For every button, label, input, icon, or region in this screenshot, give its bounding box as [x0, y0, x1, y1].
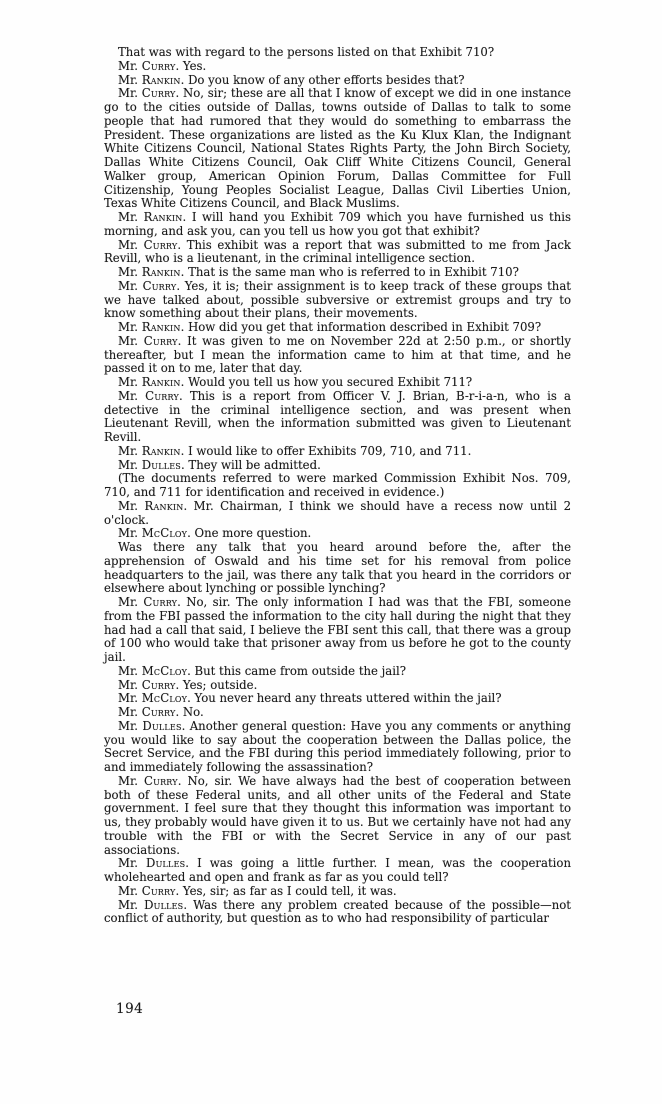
paragraph-text: Yes.: [182, 58, 207, 73]
paragraph: [104, 541, 571, 596]
paragraph-text: How did you get that information described in Exhibit 709?: [188, 320, 542, 334]
speaker-name: Curry: [143, 595, 178, 609]
paragraph-text: Another general question: Have you any comments or anything you would like to say about the cooperation between the Dallas police, the Secret Service, and the FBI during this period immediately following, prior to and immediately following the assassination?: [104, 718, 571, 774]
paragraph-text: They will be admitted.: [188, 457, 321, 472]
paragraph-text: No.: [182, 705, 204, 719]
paragraph-text: You never heard any threats uttered within the jail?: [194, 691, 502, 706]
speaker-name: Curry: [141, 883, 176, 898]
paragraph: [104, 74, 571, 88]
speaker-label: Mr. Curry.: [118, 58, 183, 73]
speaker-name: Dulles: [141, 457, 181, 472]
speaker-name: McCloy: [141, 663, 188, 678]
speaker-label: Mr. Rankin.: [118, 265, 189, 279]
paragraph: [104, 239, 571, 267]
speaker-label: Mr. McCloy.: [118, 526, 195, 541]
speaker-label: Mr. Rankin.: [118, 210, 192, 224]
speaker-name: Curry: [143, 333, 178, 348]
paragraph: [104, 459, 571, 473]
speaker-label: Mr. Dulles.: [118, 718, 190, 733]
speaker-name: Curry: [142, 278, 177, 293]
paragraph: [104, 596, 571, 665]
speaker-name: Dulles: [146, 856, 186, 871]
speaker-label: Mr. Dulles.: [118, 897, 194, 912]
speaker-label: Mr. Curry.: [118, 883, 183, 898]
paragraph-text: (The documents referred to were marked Commission Exhibit Nos. 709, 710, and 711 for identification and received in evidence.): [104, 471, 571, 499]
paragraph: [104, 211, 571, 239]
speaker-name: McCloy: [141, 691, 188, 706]
speaker-name: McCloy: [141, 526, 188, 541]
speaker-name: Curry: [143, 237, 178, 252]
speaker-name: Rankin: [141, 265, 181, 279]
speaker-label: Mr. Rankin.: [118, 498, 194, 513]
paragraph-text: I would like to offer Exhibits 709, 710, and 711.: [188, 443, 472, 458]
paragraph-text: I was going a little further. I mean, was the cooperation wholehearted and open and frank as far as you could tell?: [104, 856, 571, 884]
paragraph-text: That is the same man who is referred to in Exhibit 710?: [188, 265, 519, 279]
paragraph: [104, 527, 571, 541]
speaker-name: Rankin: [141, 72, 181, 87]
speaker-name: Dulles: [142, 718, 182, 733]
testimony-text: [104, 46, 571, 926]
paragraph-text: I will hand you Exhibit 709 which you have furnished us this morning, and ask you, can you tell us how you got that exhibit?: [104, 210, 572, 238]
paragraph-text: Was there any problem created because of the possible—not conflict of authority, but question as to who had responsibility of particular: [104, 897, 572, 926]
paragraph: [104, 445, 571, 459]
speaker-name: Rankin: [144, 498, 184, 513]
paragraph-text: Yes, sir; as far as I could tell, it was.: [182, 883, 397, 898]
paragraph-text: No, sir. We have always had the best of cooperation between both of these Federal units, and all other units of the Federal and State government. I feel sure that they thought this information was important to us, they probably would have given it to us. But we certainly have not had any trouble with the FBI or with the Secret Service in any of our past associations.: [104, 773, 571, 857]
paragraph-text: That was with regard to the persons listed on that Exhibit 710?: [118, 45, 495, 59]
speaker-label: Mr. Curry.: [118, 86, 184, 101]
speaker-label: Mr. Rankin.: [118, 320, 189, 334]
paragraph-text: Mr. Chairman, I think we should have a recess now until 2 o'clock.: [104, 498, 572, 527]
paragraph-text: One more question.: [194, 526, 312, 541]
paragraph-text: This is a report from Officer V. J. Brian, B-r-i-a-n, who is a detective in the criminal intelligence section, and was present when Lieutenant Revill, when the information submitted was given to Lieutenant Revill.: [104, 388, 571, 444]
paragraph-text: Was there any talk that you heard around before the, after the apprehension of Oswald and his time set for his removal from police headquarters to the jail, was there any talk that you heard in the corridors or elsewhere about lynching or possible lynching?: [104, 540, 571, 596]
paragraph: [104, 899, 571, 927]
paragraph-text: It was given to me on November 22d at 2:50 p.m., or shortly thereafter, but I mean the information came to him at that time, and he passed it on to me, later that day.: [104, 333, 572, 376]
speaker-name: Curry: [143, 773, 178, 788]
paragraph: [104, 472, 571, 500]
paragraph: [104, 321, 571, 335]
paragraph: [104, 376, 571, 390]
speaker-label: Mr. McCloy.: [118, 663, 195, 678]
speaker-name: Curry: [141, 705, 176, 719]
paragraph: [104, 46, 571, 60]
speaker-label: Mr. Dulles.: [118, 856, 198, 871]
speaker-name: Rankin: [141, 320, 181, 334]
speaker-label: Mr. Curry.: [118, 773, 188, 788]
speaker-label: Mr. Curry.: [118, 705, 183, 719]
paragraph-text: Yes; outside.: [182, 677, 258, 692]
paragraph: [104, 692, 571, 706]
speaker-name: Dulles: [144, 897, 184, 912]
paragraph-text: Yes, it is; their assignment is to keep track of these groups that we have talked about, possible subversive or extremist groups and try to know something about their plans, their movements.: [104, 278, 571, 321]
paragraph-text: This exhibit was a report that was submitted to me from Jack Revill, who is a lieutenant, in the criminal intelligence section.: [104, 237, 572, 266]
speaker-label: Mr. McCloy.: [118, 691, 195, 706]
speaker-label: Mr. Curry.: [118, 388, 190, 403]
paragraph-text: Do you know of any other efforts besides that?: [188, 72, 465, 87]
paragraph: [104, 390, 571, 445]
speaker-name: Curry: [141, 86, 176, 101]
paragraph: [104, 87, 571, 211]
speaker-label: Mr. Curry.: [118, 677, 183, 692]
paragraph: [104, 280, 571, 321]
speaker-name: Curry: [141, 58, 176, 73]
speaker-name: Curry: [141, 677, 176, 692]
paragraph: [104, 885, 571, 899]
paragraph: [104, 266, 571, 280]
page-number: 194: [116, 1001, 144, 1017]
paragraph: [104, 679, 571, 693]
speaker-label: Mr. Rankin.: [118, 375, 189, 389]
paragraph: [104, 60, 571, 74]
speaker-name: Rankin: [141, 443, 181, 458]
paragraph-text: But this came from outside the jail?: [194, 663, 407, 678]
paragraph: [104, 720, 571, 775]
paragraph: [104, 665, 571, 679]
speaker-label: Mr. Dulles.: [118, 457, 189, 472]
speaker-label: Mr. Rankin.: [118, 443, 189, 458]
speaker-name: Rankin: [141, 375, 181, 389]
speaker-label: Mr. Rankin.: [118, 72, 189, 87]
speaker-label: Mr. Curry.: [118, 278, 185, 293]
speaker-label: Mr. Curry.: [118, 237, 187, 252]
speaker-name: Curry: [145, 388, 179, 403]
speaker-label: Mr. Curry.: [118, 333, 188, 348]
paragraph: [104, 775, 571, 858]
paragraph: [104, 857, 571, 885]
paragraph-text: No, sir; these are all that I know of except we did in one instance go to the cities outside of Dallas, towns outside of Dallas to talk to some people that had rumored that they would do something to embarrass the President. These organizations are listed as the Ku Klux Klan, the Indignant White Citizens Council, National States Rights Party, the John Birch Society, Dallas White Citizens Council, Oak Cliff White Citizens Council, General Walker group, American Opinion Forum, Dallas Committee for Full Citizenship, Young Peoples Socialist League, Dallas Civil Liberties Union, Texas White Citizens Council, and Black Muslims.: [104, 86, 572, 211]
paragraph-text: No, sir. The only information I had was that the FBI, someone from the FBI passed the information to the city hall during the night that they had had a call that said, I believe the FBI sent this call, that there was a group of 100 who would take that prisoner away from us before he got to the county jail.: [104, 595, 571, 664]
speaker-name: Rankin: [143, 210, 183, 224]
paragraph: [104, 500, 571, 528]
paragraph-text: Would you tell us how you secured Exhibit 711?: [188, 375, 473, 389]
paragraph: [104, 706, 571, 720]
paragraph: [104, 335, 571, 376]
speaker-label: Mr. Curry.: [118, 595, 187, 609]
